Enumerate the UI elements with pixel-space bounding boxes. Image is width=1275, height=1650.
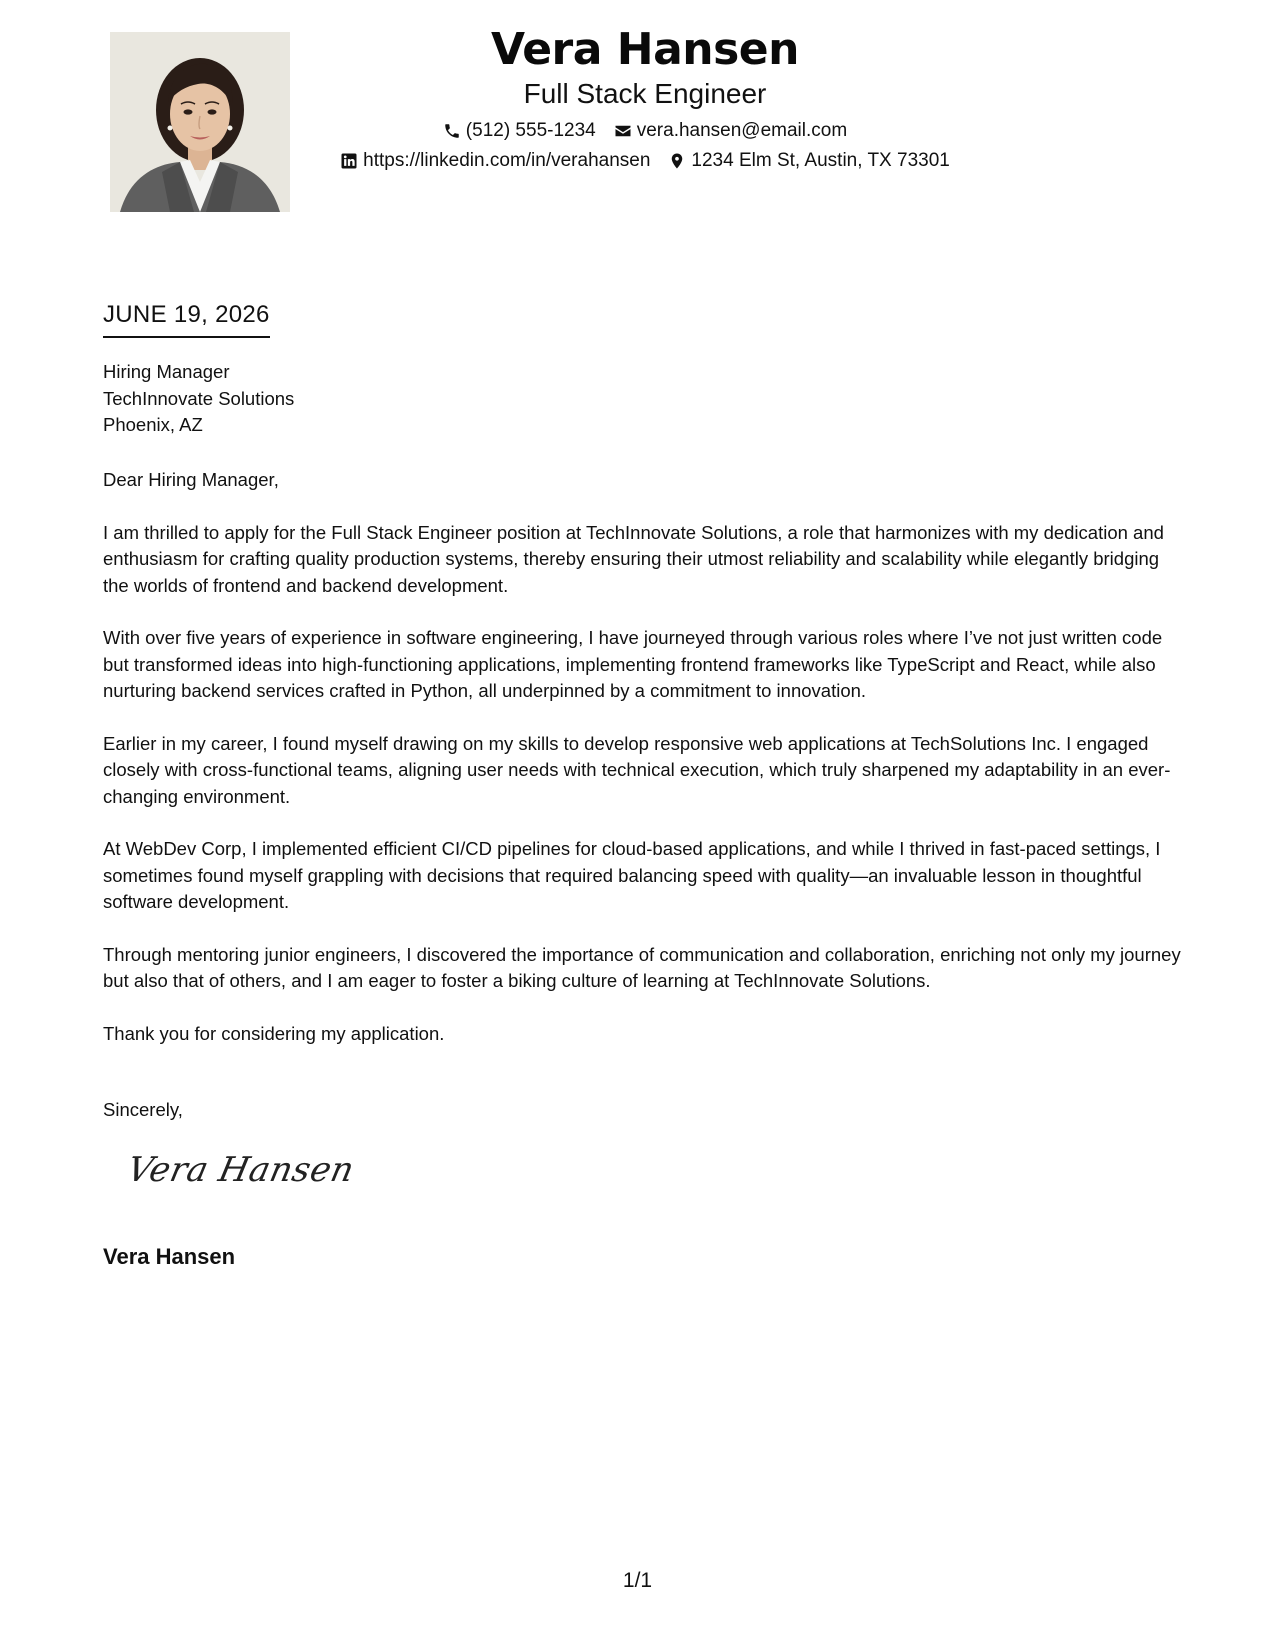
handwritten-signature [123,1150,358,1210]
recipient-block [103,359,294,439]
page-number: 1/1 [622,1569,653,1592]
body-paragraph-3: Earlier in my career, I found myself drawing on my skills to develop responsive web applications at TechSolutions Inc. I engaged closely with cross-functional teams, aligning user needs with technical execution, which truly sharpened my adaptability in an ever-changing environment. [103,732,1171,807]
linkedin-icon [340,152,358,170]
body-paragraph-5: Through mentoring junior engineers, I discovered the importance of communication and collaboration, enriching not only my journey but also that of others, and I am eager to foster a biking culture of learning at TechInnovate Solutions. [103,943,1181,991]
street-address: 1234 Elm St, Austin, TX 73301 [691,150,950,171]
contact-linkedin [340,146,650,176]
envelope-icon [614,122,632,140]
recipient-location: Phoenix, AZ [103,414,203,435]
contact-address [668,146,949,176]
phone-number[interactable]: (512) 555-1234 [465,120,596,141]
body-paragraph-4: At WebDev Corp, I implemented efficient CI/CD pipelines for cloud-based applications, and while I thrived in fast-paced settings, I sometimes found myself grappling with decisions that required balancing speed with quality—an invaluable lesson in thoughtful software development. [103,838,1161,912]
recipient-company: TechInnovate Solutions [103,387,295,409]
body-paragraph-1: I am thrilled to apply for the Full Stack Engineer position at TechInnovate Solutions, a role that harmonizes with my dedication and enthusiasm for crafting quality production systems, thereby ensuring their utmost reliability and scalability while elegantly bridging the worlds of frontend and backend development. [103,521,1164,596]
portrait-illustration [110,32,290,212]
applicant-title: Full Stack Engineer [523,78,767,109]
contact-row-primary [300,116,990,146]
email-address[interactable]: vera.hansen@email.com [636,120,848,141]
signer-name: Vera Hansen [103,1244,236,1269]
signature-text: Vera Hansen [123,1150,358,1190]
profile-photo [110,32,290,212]
closing: Sincerely, [103,1099,183,1120]
letter-date: JUNE 19, 2026 [103,300,270,338]
contact-row-secondary [300,146,990,176]
letter-header [300,22,990,176]
letter-body [103,467,1183,1073]
salutation: Dear Hiring Manager, [103,469,279,490]
applicant-name: Vera Hansen [491,24,799,75]
contact-phone [443,116,596,146]
contact-email [614,116,847,146]
map-pin-icon [668,152,686,170]
body-paragraph-2: With over five years of experience in software engineering, I have journeyed through various roles where I’ve not just written code but transformed ideas into high-functioning applications, implementing frontend frameworks like TypeScript and React, while also nurturing backend services crafted in Python, all underpinned by a commitment to innovation. [103,627,1163,701]
linkedin-url[interactable]: https://linkedin.com/in/verahansen [363,150,651,171]
phone-icon [443,122,461,140]
body-paragraph-6: Thank you for considering my application. [103,1022,445,1044]
recipient-name: Hiring Manager [103,361,230,382]
